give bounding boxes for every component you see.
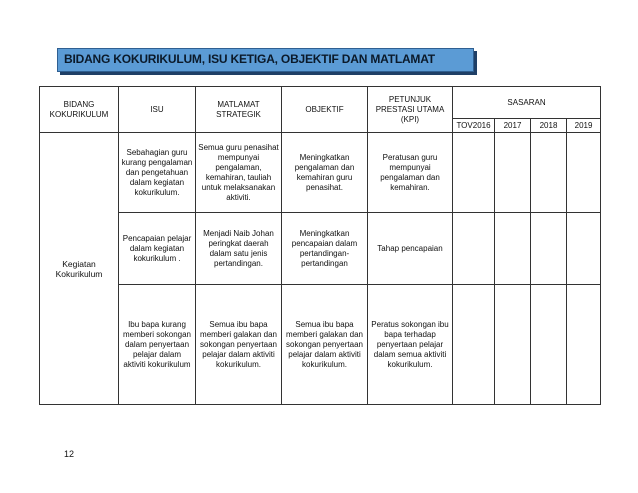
section-title: BIDANG KOKURIKULUM, ISU KETIGA, OBJEKTIF DAN MATLAMAT [64, 52, 435, 66]
matlamat-cell: Menjadi Naib Johan peringkat daerah dalam satu jenis pertandingan. [196, 213, 282, 285]
table-row [40, 285, 601, 405]
header-year: TOV2016 [453, 119, 495, 133]
isu-cell: Pencapaian pelajar dalam kegiatan kokurikulum . [119, 213, 196, 285]
header-matlamat: MATLAMAT STRATEGIK [196, 87, 282, 133]
target-cell [531, 133, 567, 213]
table-row [40, 213, 601, 285]
target-cell [453, 285, 495, 405]
target-cell [453, 133, 495, 213]
target-cell [495, 133, 531, 213]
target-cell [453, 213, 495, 285]
objektif-cell: Semua ibu bapa memberi galakan dan sokongan penyertaan pelajar dalam aktiviti kokurikulum. [282, 285, 368, 405]
table-row [40, 133, 601, 213]
objektif-cell: Meningkatkan pencapaian dalam pertandingan-pertandingan [282, 213, 368, 285]
kpi-cell: Peratusan guru mempunyai pengalaman dan kemahiran. [368, 133, 453, 213]
target-cell [495, 285, 531, 405]
page-number: 12 [64, 449, 75, 459]
isu-cell: Ibu bapa kurang memberi sokongan dalam penyertaan pelajar dalam aktiviti kokurikulum [119, 285, 196, 405]
matlamat-cell: Semua ibu bapa memberi galakan dan sokongan penyertaan pelajar dalam aktiviti kokurikulum. [196, 285, 282, 405]
section-title-banner [57, 48, 474, 72]
header-sasaran: SASARAN [453, 87, 601, 119]
header-kpi: PETUNJUK PRESTASI UTAMA (KPI) [368, 87, 453, 133]
header-row [40, 87, 601, 119]
target-cell [567, 285, 601, 405]
matlamat-cell: Semua guru penasihat mempunyai pengalaman, kemahiran, tauliah untuk melaksanakan aktiviti. [196, 133, 282, 213]
target-cell [567, 133, 601, 213]
header-year: 2019 [567, 119, 601, 133]
isu-cell: Sebahagian guru kurang pengalaman dan pengetahuan dalam kegiatan kokurikulum. [119, 133, 196, 213]
objektif-cell: Meningkatkan pengalaman dan kemahiran guru penasihat. [282, 133, 368, 213]
target-cell [495, 213, 531, 285]
target-cell [567, 213, 601, 285]
header-year: 2017 [495, 119, 531, 133]
bidang-cell: Kegiatan Kokurikulum [40, 133, 119, 405]
header-year: 2018 [531, 119, 567, 133]
kpi-cell: Tahap pencapaian [368, 213, 453, 285]
header-isu: ISU [119, 87, 196, 133]
header-bidang: BIDANG KOKURIKULUM [40, 87, 119, 133]
target-cell [531, 213, 567, 285]
header-objektif: OBJEKTIF [282, 87, 368, 133]
strategy-table [39, 86, 601, 405]
kpi-cell: Peratus sokongan ibu bapa terhadap penyertaan pelajar dalam semua aktiviti kokurikulum. [368, 285, 453, 405]
target-cell [531, 285, 567, 405]
